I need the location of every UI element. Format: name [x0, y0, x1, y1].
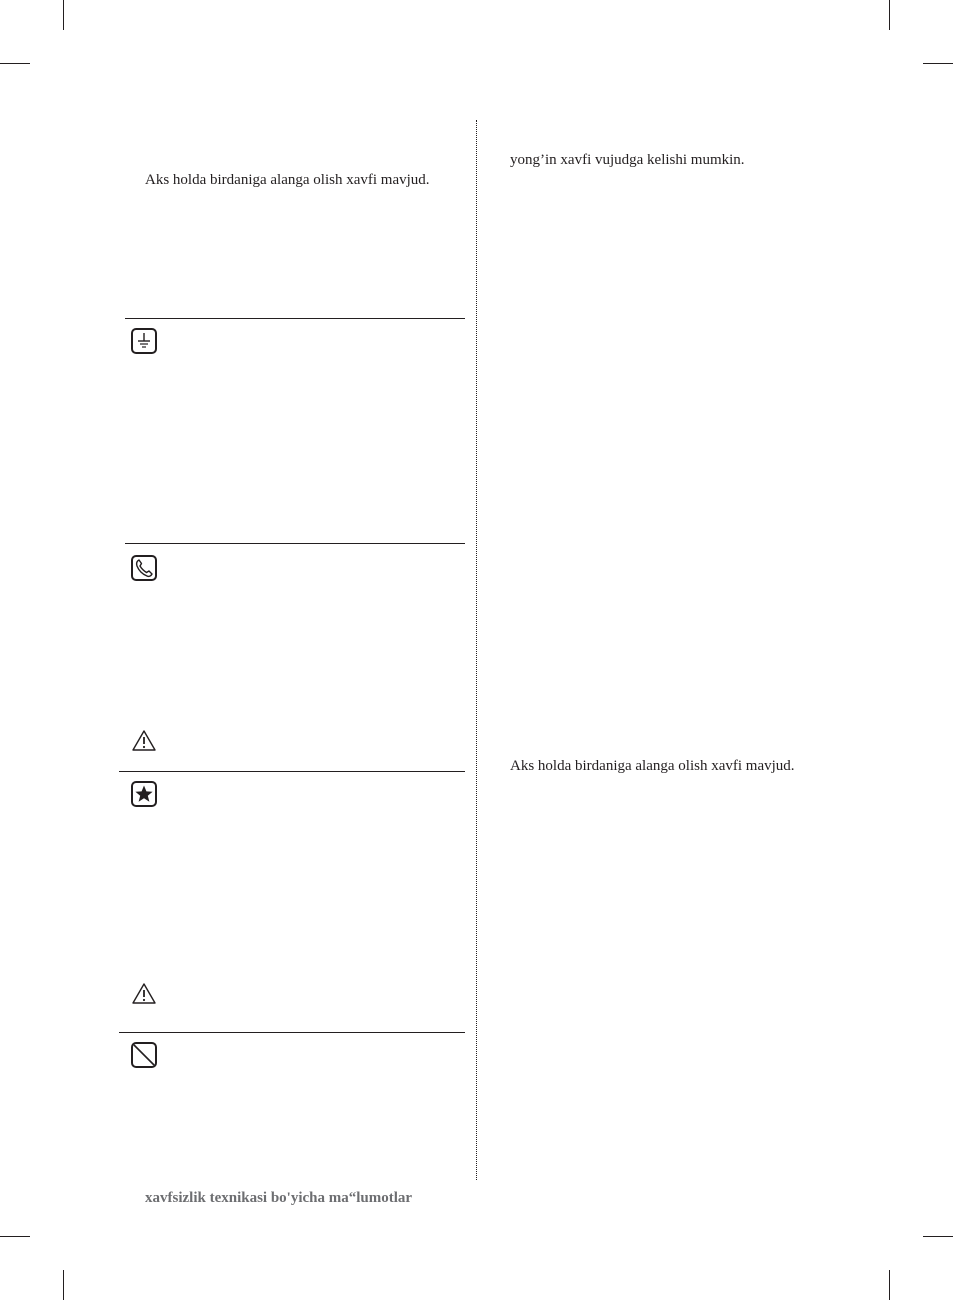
footer-section-title: xavfsizlik texnikasi bo'yicha ma“lumotlar	[145, 1190, 413, 1206]
right-top-text: yong’in xavfi vujudga kelishi mumkin.	[510, 152, 745, 168]
crop-mark	[63, 0, 64, 30]
left-top-note: Aks holda birdaniga alanga olish xavfi mavjud.	[145, 172, 430, 188]
phone-icon	[131, 555, 157, 581]
crop-mark	[923, 1236, 953, 1237]
section-rule	[119, 1032, 465, 1033]
section-rule	[119, 771, 465, 772]
section-rule	[125, 318, 465, 319]
earth-ground-icon	[131, 328, 157, 354]
prohibited-slash-icon	[131, 1042, 157, 1068]
section-rule	[125, 543, 465, 544]
star-icon	[131, 781, 157, 807]
crop-mark	[889, 1270, 890, 1300]
warning-triangle-icon	[131, 982, 157, 1006]
crop-mark	[0, 1236, 30, 1237]
crop-mark	[923, 63, 953, 64]
crop-mark	[63, 1270, 64, 1300]
column-divider	[476, 120, 477, 1180]
warning-triangle-icon	[131, 729, 157, 753]
crop-mark	[889, 0, 890, 30]
right-middle-text: Aks holda birdaniga alanga olish xavfi mavjud.	[510, 758, 795, 774]
crop-mark	[0, 63, 30, 64]
